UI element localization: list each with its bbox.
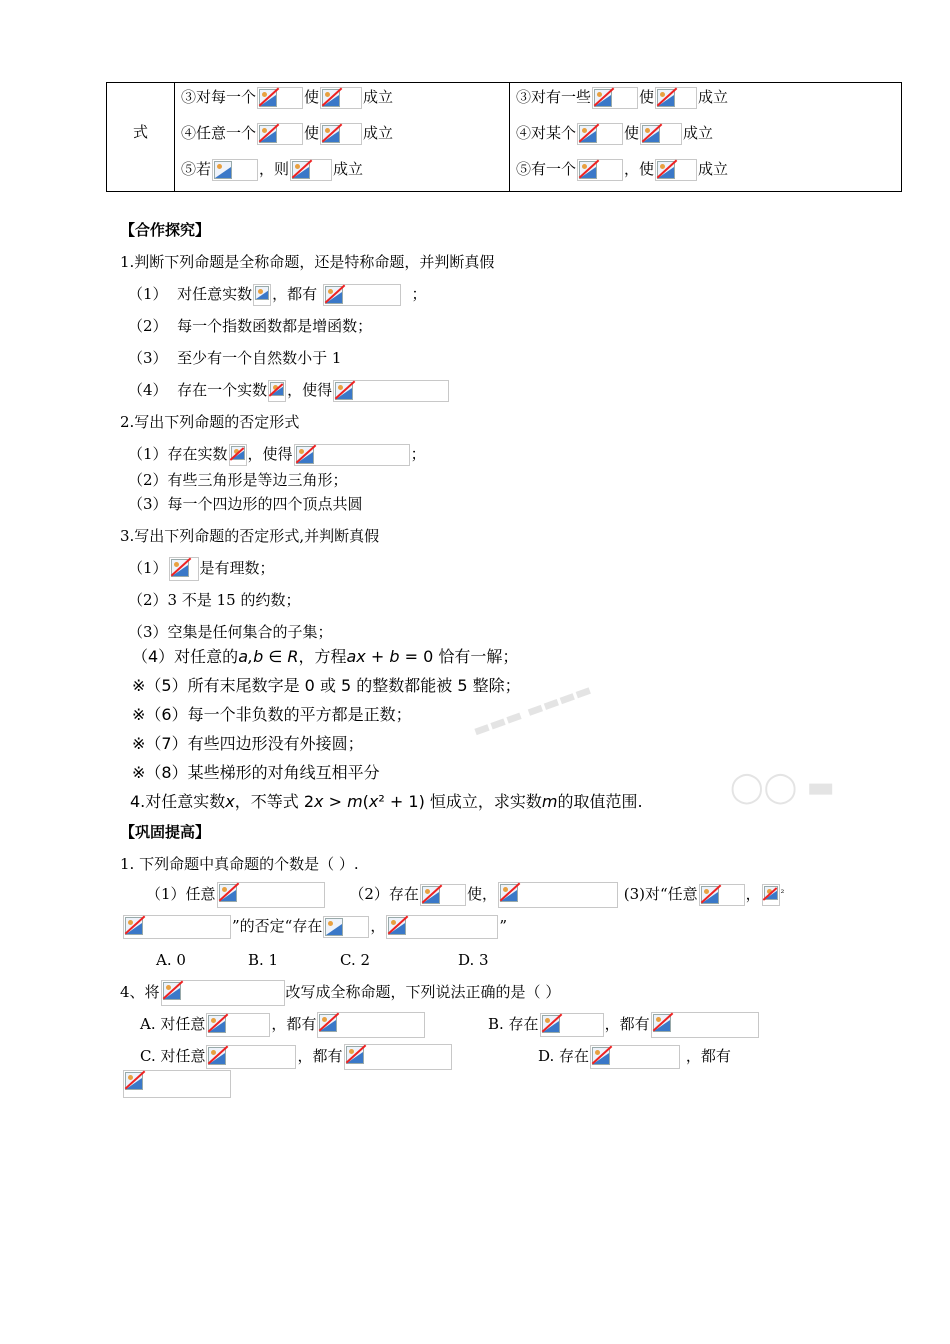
- question-3-title: 3.写出下列命题的否定形式,并判断真假: [120, 527, 380, 545]
- formula-image: [123, 915, 231, 939]
- formula-image: [317, 1012, 425, 1038]
- practice-4-title: 4、将 改写成全称命题，下列说法正确的是（ ）: [120, 980, 560, 1004]
- formula-image: [320, 123, 362, 145]
- choice-c: C. 2: [340, 951, 371, 969]
- practice-4-option-a: A. 对任意 ，都有: [140, 1012, 426, 1036]
- choice-d: D. 3: [458, 951, 489, 969]
- formula-image: [290, 159, 332, 181]
- table-left-row-3: ⑤若 ，则 成立: [181, 157, 363, 181]
- formula-image: [640, 123, 682, 145]
- formula-image: [333, 380, 449, 402]
- formula-image: [253, 284, 271, 306]
- practice-4-option-d-formula: [122, 1070, 232, 1100]
- formula-image: [212, 159, 258, 181]
- formula-image: [169, 557, 199, 581]
- formula-image: [323, 916, 369, 938]
- question-3-item-5: ※（5）所有末尾数字是 0 或 5 的整数都能被 5 整除；: [132, 676, 521, 695]
- formula-image: [320, 87, 362, 109]
- question-1-item-1: （1） 对任意实数 ，都有 ；: [128, 282, 426, 306]
- formula-image: [123, 1070, 231, 1098]
- section-heading-consolidate: 【巩固提高】: [120, 823, 211, 841]
- formula-image: [655, 87, 697, 109]
- formula-image: [217, 882, 325, 908]
- formula-image: [294, 444, 410, 466]
- formula-image: [386, 915, 498, 939]
- table-left-row-2: ④任意一个 使 成立: [181, 121, 393, 145]
- formula-image: [592, 87, 638, 109]
- formula-image: [762, 884, 780, 906]
- formula-image: [577, 123, 623, 145]
- table-right-row-2: ④对某个 使 成立: [516, 121, 713, 145]
- choice-b: B. 1: [248, 951, 279, 969]
- watermark: ▬▬▬ ▬▬▬▬: [470, 679, 595, 742]
- question-2-item-3: （3）每一个四边形的四个顶点共圆: [128, 495, 363, 513]
- formula-image: [257, 87, 303, 109]
- question-3-item-3: （3）空集是任何集合的子集；: [128, 623, 333, 641]
- question-1-title: 1.判断下列命题是全称命题，还是特称命题，并判断真假: [120, 253, 495, 271]
- watermark-2: ◯◯ ▬: [730, 770, 836, 805]
- formula-image: [268, 380, 286, 402]
- question-3-item-8: ※（8）某些梯形的对角线互相平分: [132, 763, 380, 782]
- practice-1-line-2: ”的否定“存在 ， ”: [122, 914, 507, 938]
- formula-image: [590, 1045, 680, 1069]
- table-row-label: 式: [133, 123, 149, 141]
- table-divider: [509, 83, 510, 191]
- question-2-item-1: （1）存在实数 ，使得 ；: [128, 442, 426, 466]
- formula-image: [699, 884, 745, 906]
- question-3-item-7: ※（7）有些四边形没有外接圆；: [132, 734, 364, 753]
- formula-image: [655, 159, 697, 181]
- practice-4-option-d: D. 存在 ，都有: [538, 1044, 731, 1068]
- practice-4-option-b: B. 存在 ，都有: [488, 1012, 760, 1036]
- practice-1-title: 1. 下列命题中真命题的个数是（ ）.: [120, 855, 359, 873]
- question-1-item-4: （4） 存在一个实数 ，使得: [128, 378, 450, 402]
- definition-table: [106, 82, 902, 192]
- formula-image: [323, 284, 401, 306]
- formula-image: [420, 884, 466, 906]
- table-left-row-1: ③对每一个 使 成立: [181, 85, 393, 109]
- question-1-item-3: （3） 至少有一个自然数小于 1: [128, 349, 342, 367]
- question-3-item-1: （1） 是有理数；: [128, 556, 275, 580]
- question-2-item-2: （2）有些三角形是等边三角形；: [128, 471, 348, 489]
- formula-image: [651, 1012, 759, 1038]
- formula-image: [540, 1013, 604, 1037]
- formula-image: [257, 123, 303, 145]
- practice-1-line-1: （1）任意 （2）存在 使， (3)对“任意 ， $^{^2}$: [146, 882, 784, 906]
- question-3-item-2: （2）3 不是 15 的约数；: [128, 591, 301, 609]
- practice-4-option-c: C. 对任意 ，都有: [140, 1044, 453, 1068]
- formula-image: [229, 444, 247, 466]
- question-2-title: 2.写出下列命题的否定形式: [120, 413, 300, 431]
- table-right-row-3: ⑤有一个 ，使 成立: [516, 157, 728, 181]
- formula-image: [577, 159, 623, 181]
- formula-image: [344, 1044, 452, 1070]
- table-divider: [174, 83, 175, 191]
- formula-image: [206, 1013, 270, 1037]
- table-right-row-1: ③对有一些 使 成立: [516, 85, 728, 109]
- formula-image: [498, 882, 618, 908]
- question-3-item-4: （4）对任意的a,b ∈ R，方程ax + b = 0 恰有一解；: [132, 647, 519, 666]
- formula-image: [161, 980, 285, 1006]
- question-4: 4.对任意实数x，不等式 2x > m(x² + 1) 恒成立，求实数m的取值范围.: [130, 792, 643, 811]
- section-heading-explore: 【合作探究】: [120, 221, 211, 239]
- choice-a: A. 0: [156, 951, 186, 969]
- question-3-item-6: ※（6）每一个非负数的平方都是正数；: [132, 705, 412, 724]
- formula-image: [206, 1045, 296, 1069]
- question-1-item-2: （2） 每一个指数函数都是增函数；: [128, 317, 373, 335]
